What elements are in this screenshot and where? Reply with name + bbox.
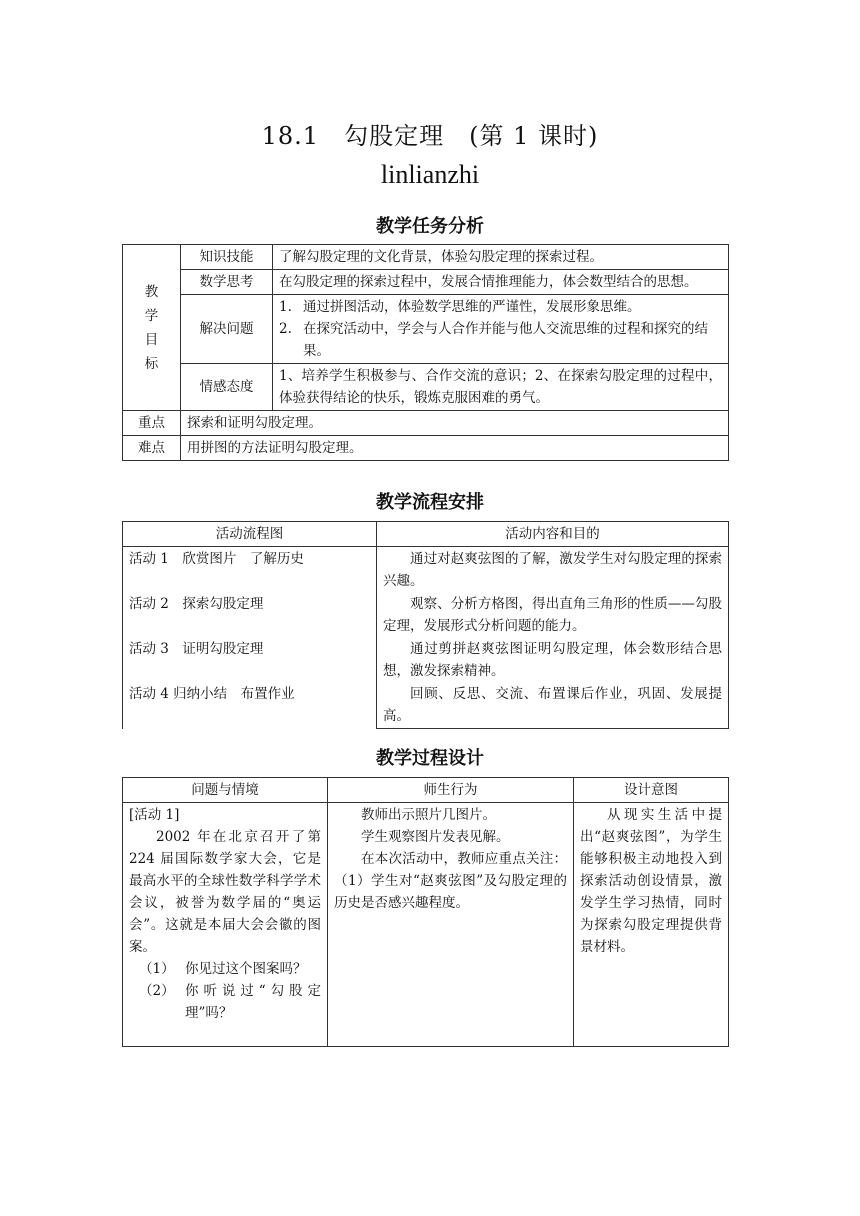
situation-cell bbox=[123, 803, 328, 1047]
teacher-line: 在本次活动中，教师应重点关注：（1）学生对“赵爽弦图”及勾股定理的历史是否感兴趣程度。 bbox=[334, 851, 567, 911]
difficulty-content: 用拼图的方法证明勾股定理。 bbox=[181, 436, 729, 461]
row-label: 知识技能 bbox=[181, 245, 273, 270]
table-row bbox=[123, 270, 729, 295]
list-item: 2. 在探究活动中，学会与人合作并能与他人交流思维的过程和探究的结果。 bbox=[279, 321, 708, 359]
activity-name: 活动 3 证明勾股定理 bbox=[129, 641, 264, 657]
table-row bbox=[123, 295, 729, 364]
table-row bbox=[123, 778, 729, 803]
table-row bbox=[123, 522, 729, 547]
row-label: 数学思考 bbox=[181, 270, 273, 295]
goal-label: 教 学 目 标 bbox=[123, 245, 181, 411]
row-label: 解决问题 bbox=[181, 295, 273, 364]
activity-name: 活动 1 欣赏图片 了解历史 bbox=[129, 551, 304, 567]
column-header: 设计意图 bbox=[574, 778, 729, 803]
table-row bbox=[123, 364, 729, 411]
question-item: （2） 你听说过“勾股定理”吗？ bbox=[139, 983, 321, 1021]
teacher-line: 学生观察图片发表见解。 bbox=[361, 829, 510, 845]
task-analysis-table bbox=[122, 244, 729, 461]
activity-content: 观察、分析方格图，得出直角三角形的性质——勾股定理，发展形式分析问题的能力。 bbox=[383, 596, 722, 634]
activity-content: 通过剪拼赵爽弦图证明勾股定理，体会数形结合思想，激发探索精神。 bbox=[383, 641, 722, 679]
activity-content: 通过对赵爽弦图的了解，激发学生对勾股定理的探索兴趣。 bbox=[383, 551, 722, 589]
column-header: 问题与情境 bbox=[123, 778, 328, 803]
activity-content-list bbox=[377, 547, 729, 729]
list-item: 1. 通过拼图活动，体验数学思维的严谨性，发展形象思维。 bbox=[279, 299, 641, 315]
column-header: 活动内容和目的 bbox=[377, 522, 729, 547]
table-row bbox=[123, 245, 729, 270]
row-content: 1、培养学生积极参与、合作交流的意识；2、在探索勾股定理的过程中，体验获得结论的快乐，锻炼克服困难的勇气。 bbox=[273, 364, 729, 411]
row-content: 了解勾股定理的文化背景，体验勾股定理的探索过程。 bbox=[273, 245, 729, 270]
table-row bbox=[123, 436, 729, 461]
activity-tag: [活动 1] bbox=[129, 807, 180, 823]
teacher-student-cell bbox=[328, 803, 574, 1047]
process-table bbox=[122, 777, 729, 1047]
table-row bbox=[123, 411, 729, 436]
row-content: 在勾股定理的探索过程中，发展合情推理能力，体会数型结合的思想。 bbox=[273, 270, 729, 295]
situation-text: 2002 年在北京召开了第 224 届国际数学家大会，它是最高水平的全球性数学科学学术会议，被誉为数学届的“奥运会”。这就是本届大会会徽的图案。 bbox=[129, 829, 321, 955]
flow-table bbox=[122, 521, 729, 729]
question-item: （1） 你见过这个图案吗？ bbox=[139, 961, 307, 977]
column-header: 师生行为 bbox=[328, 778, 574, 803]
key-content: 探索和证明勾股定理。 bbox=[181, 411, 729, 436]
section-heading-flow: 教学流程安排 bbox=[376, 492, 484, 513]
table-row bbox=[123, 547, 729, 729]
design-intent-cell: 从现实生活中提出“赵爽弦图”，为学生能够积极主动地投入到探索活动创设情景，激发学生学习热情，同时为探索勾股定理提供背景材料。 bbox=[574, 803, 729, 1047]
row-label: 情感态度 bbox=[181, 364, 273, 411]
page-title: 18.1 勾股定理 (第 1 课时) bbox=[261, 122, 599, 150]
section-heading-task-analysis: 教学任务分析 bbox=[376, 216, 484, 237]
activity-content: 回顾、反思、交流、布置课后作业，巩固、发展提高。 bbox=[383, 686, 722, 724]
activity-name: 活动 2 探索勾股定理 bbox=[129, 596, 264, 612]
row-content bbox=[273, 295, 729, 364]
activity-name: 活动 4 归纳小结 布置作业 bbox=[129, 686, 295, 702]
activity-list bbox=[123, 547, 377, 729]
key-label: 重点 bbox=[123, 411, 181, 436]
section-heading-process: 教学过程设计 bbox=[376, 748, 484, 769]
difficulty-label: 难点 bbox=[123, 436, 181, 461]
table-row bbox=[123, 803, 729, 1047]
author-name: linlianzhi bbox=[380, 160, 480, 189]
teacher-line: 教师出示照片几图片。 bbox=[361, 807, 496, 823]
column-header: 活动流程图 bbox=[123, 522, 377, 547]
